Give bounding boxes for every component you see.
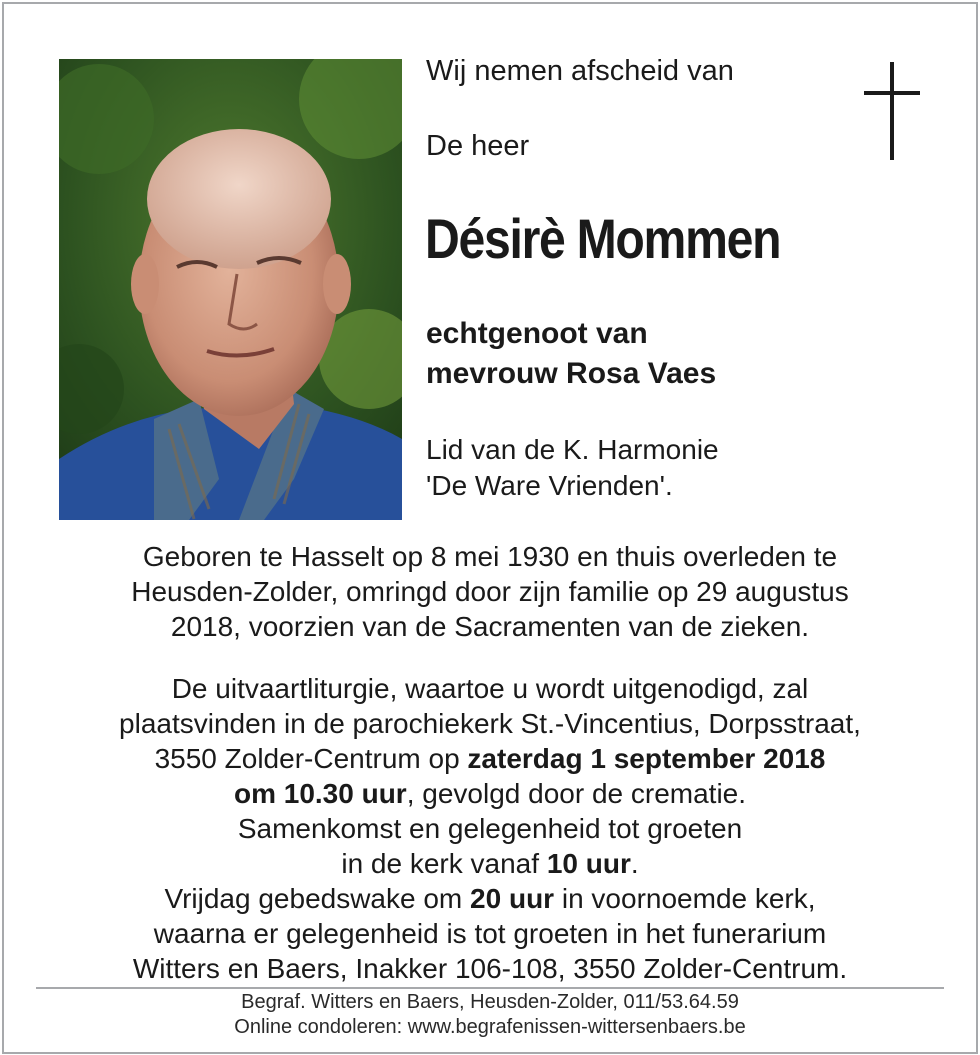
spouse-info bbox=[426, 314, 716, 394]
online-condolence-link[interactable]: Online condoleren: www.begrafenissen-wittersenbaers.be bbox=[234, 1016, 746, 1038]
cross-icon bbox=[862, 62, 922, 160]
paragraph-text: in voornoemde kerk, bbox=[554, 883, 816, 914]
honorific: De heer bbox=[426, 130, 530, 162]
paragraph-text: Vrijdag gebedswake om bbox=[164, 883, 471, 914]
paragraph-line: waarna er gelegenheid is tot groeten in het funerarium bbox=[153, 918, 827, 949]
deceased-name: Désirè Mommen bbox=[425, 207, 781, 270]
spouse-line: echtgenoot van bbox=[426, 317, 648, 350]
paragraph-line: plaatsvinden in de parochiekerk St.-Vincentius, Dorpsstraat, bbox=[119, 708, 861, 739]
funeral-time: om 10.30 uur bbox=[233, 778, 407, 809]
spouse-line: mevrouw Rosa Vaes bbox=[426, 357, 717, 390]
membership-info bbox=[426, 432, 719, 504]
membership-line: 'De Ware Vrienden'. bbox=[426, 470, 673, 501]
paragraph-line bbox=[40, 846, 940, 881]
paragraph-line: Geboren te Hasselt op 8 mei 1930 en thuis overleden te bbox=[142, 541, 838, 572]
birth-death-paragraph bbox=[40, 539, 940, 644]
footer-divider bbox=[36, 987, 944, 989]
paragraph-line: De uitvaartliturgie, waartoe u wordt uitgenodigd, zal bbox=[171, 673, 809, 704]
funeral-paragraph bbox=[40, 671, 940, 986]
vigil-time: 20 uur bbox=[470, 883, 555, 914]
funeral-home-contact: Begraf. Witters en Baers, Heusden-Zolder, 011/53.64.59 bbox=[241, 991, 739, 1013]
paragraph-line bbox=[40, 881, 940, 916]
paragraph-line: Heusden-Zolder, omringd door zijn familie op 29 augustus bbox=[131, 576, 849, 607]
paragraph-text: in de kerk vanaf bbox=[341, 848, 547, 879]
paragraph-text: , gevolgd door de crematie. bbox=[406, 778, 747, 809]
membership-line: Lid van de K. Harmonie bbox=[426, 434, 719, 465]
paragraph-line bbox=[40, 776, 940, 811]
paragraph-line: Samenkomst en gelegenheid tot groeten bbox=[237, 813, 743, 844]
paragraph-line: 2018, voorzien van de Sacramenten van de zieken. bbox=[170, 611, 810, 642]
paragraph-line bbox=[40, 741, 940, 776]
visitation-time: 10 uur bbox=[546, 848, 631, 879]
funeral-date: zaterdag 1 september 2018 bbox=[467, 743, 826, 774]
paragraph-text: . bbox=[630, 848, 639, 879]
intro-text: Wij nemen afscheid van bbox=[426, 55, 734, 87]
paragraph-text: 3550 Zolder-Centrum op bbox=[154, 743, 468, 774]
footer bbox=[40, 990, 940, 1040]
portrait-photo bbox=[59, 59, 402, 520]
paragraph-line: Witters en Baers, Inakker 106-108, 3550 Zolder-Centrum. bbox=[132, 953, 848, 984]
